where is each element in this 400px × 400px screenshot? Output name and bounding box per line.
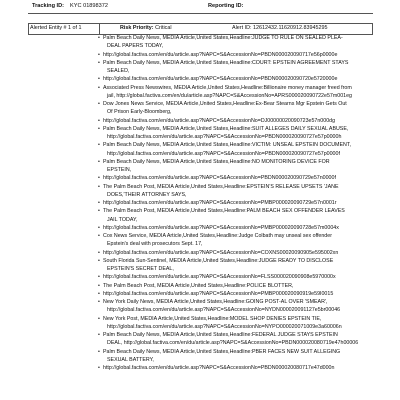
report-header	[0, 3, 400, 13]
bullet-icon: •	[98, 365, 100, 371]
media-article-item	[98, 207, 373, 224]
bullet-icon: •	[98, 117, 100, 124]
article-line-2: http://global.factiva.com/en/du/article.asp?NAPC=S&AccessionNo=PBDN000020090727e57p0000f	[107, 150, 340, 157]
bullet-icon: •	[98, 249, 100, 256]
article-line-1: http://global.factiva.com/en/du/article.asp?NAPC=S&AccessionNo=PMBP000020090919e59I0015	[103, 290, 334, 297]
article-line-1: Palm Beach Daily News, MEDIA Article,United States,Headline:VICTIM: UNSEAL EPSTEIN DOCUMENT,	[103, 142, 351, 149]
bullet-icon: •	[98, 299, 100, 305]
bullet-icon: •	[98, 257, 100, 264]
article-line-1: http://global.factiva.com/en/du/article.asp?NAPC=S&AccessionNo=FLSS000020090908e5970000x	[103, 274, 336, 281]
article-line-1: http://global.factiva.com/en/du/article.asp?NAPC=S&AccessionNo=PMBP000020090728e57m0004x	[103, 224, 339, 231]
article-line-1: Palm Beach Daily News, MEDIA Article,United States,Headline:JUDGE TO RULE ON SEALED PLEA-	[103, 35, 343, 41]
bullet-icon: •	[98, 142, 100, 149]
alerted-entity-count: Alerted Entity # 1 of 1	[30, 25, 82, 31]
article-line-1: http://global.factiva.com/en/du/article.asp?NAPC=S&AccessionNo=PBDN000020090717e56p0000e	[103, 51, 338, 58]
article-line-2: DEAL, http://global.factiva.com/en/du/article.asp?NAPC=S&AccessionNo=PBDN000020080719e47h00006	[107, 340, 359, 347]
reporting-id	[208, 3, 243, 9]
media-article-item	[98, 298, 373, 315]
media-article-item	[98, 59, 373, 76]
header-divider	[28, 13, 373, 14]
article-line-2: http://global.factiva.com/en/du/article.asp?NAPC=S&AccessionNo=NYPO000020071009e3a60006n	[107, 323, 342, 330]
media-article-item	[98, 348, 373, 365]
article-line-1: http://global.factiva.com/en/du/article.asp?NAPC=S&AccessionNo=DJ00000020090723e57n000dg	[103, 117, 336, 124]
bullet-icon: •	[98, 84, 100, 91]
article-line-1: The Palm Beach Post, MEDIA Article,United States,Headline:PALM BEACH SEX OFFENDER LEAVES	[103, 208, 345, 215]
bullet-icon: •	[98, 315, 100, 322]
risk-priority-value: Critical	[155, 25, 172, 31]
bullet-icon: •	[98, 332, 100, 338]
media-article-item	[98, 125, 373, 142]
media-article-item	[98, 141, 373, 158]
article-line-1: http://global.factiva.com/en/du/article.asp?NAPC=S&AccessionNo=PBDN000020090720e5720000e	[103, 76, 338, 83]
media-article-item	[98, 249, 373, 257]
article-line-1: The Palm Beach Post, MEDIA Article,United States,Headline:POLICE BLOTTER,	[103, 282, 294, 289]
article-line-2: JAIL TODAY,	[107, 216, 138, 223]
bullet-icon: •	[98, 224, 100, 231]
article-line-2: Of Prison Early-Bloomberg,	[107, 109, 172, 116]
article-line-2: EPSTEIN,	[107, 167, 132, 173]
article-line-2: Epstein's deal with prosecutors Sept. 17,	[107, 241, 203, 248]
article-line-1: New York Daily News, MEDIA Article,United States,Headline:GOING POST-AL OVER 'SMEAR',	[103, 299, 328, 305]
article-line-1: The Palm Beach Post, MEDIA Article,United States,Headline:EPSTEIN'S RELEASE UPSETS 'JANE	[103, 183, 339, 190]
bullet-icon: •	[98, 290, 100, 297]
article-line-1: Palm Beach Daily News, MEDIA Article,United States,Headline:SUIT ALLEGES DAILY SEXUAL ABUSE,	[103, 125, 349, 132]
risk-priority	[120, 25, 172, 31]
bullet-icon: •	[98, 183, 100, 190]
article-line-1: Associated Press Newswires, MEDIA Article,United States,Headline:Billionaire money manager freed from	[103, 84, 352, 91]
media-article-item	[98, 100, 373, 117]
article-line-1: New York Post, MEDIA Article,United States,Headline:MODEL SHOP DENIES EPSTEIN TIE,	[103, 315, 322, 322]
media-article-item	[98, 331, 373, 348]
media-article-list	[98, 34, 373, 372]
tracking-id-label: Tracking ID:	[32, 3, 65, 9]
media-article-item	[98, 174, 373, 182]
bullet-icon: •	[98, 101, 100, 107]
bullet-icon: •	[98, 348, 100, 355]
bullet-icon: •	[98, 59, 100, 66]
bullet-icon: •	[98, 158, 100, 165]
media-article-item	[98, 117, 373, 125]
media-article-item	[98, 224, 373, 232]
media-article-item	[98, 75, 373, 83]
media-article-item	[98, 84, 373, 101]
alert-summary-row	[0, 25, 400, 34]
article-line-2: jail, http://global.factiva.com/en/du/article.asp?NAPC=S&AccessionNo=APRS000020090722e57m001eg	[107, 92, 352, 99]
article-line-1: Palm Beach Daily News, MEDIA Article,United States,Headline:COURT: EPSTEIN AGREEMENT STAYS	[103, 59, 349, 66]
bullet-icon: •	[98, 76, 100, 83]
article-line-1: http://global.factiva.com/en/du/article.asp?NAPC=S&AccessionNo=COXNS00020090905e595002xn	[103, 249, 339, 256]
article-line-2: http://global.factiva.com/en/du/article.asp?NAPC=S&AccessionNo=NYDN000020091127e5br00046	[107, 307, 341, 314]
media-article-item	[98, 34, 373, 51]
article-line-2: DEAL PAPERS TODAY,	[107, 43, 164, 50]
bullet-icon: •	[98, 51, 100, 58]
media-article-item	[98, 183, 373, 200]
article-line-1: Cox News Service, MEDIA Article,United States,Headline:Judge Colbath may unseal sex offender	[103, 233, 332, 239]
risk-priority-label: Risk Priority:	[120, 25, 154, 31]
media-article-item	[98, 364, 373, 372]
alert-id: Alert ID: 12612432.11620912.83945295	[232, 25, 328, 31]
tracking-id-value: KYC 01898372	[70, 3, 108, 9]
reporting-id-label: Reporting ID:	[208, 3, 244, 9]
media-article-item	[98, 273, 373, 281]
article-line-1: http://global.factiva.com/en/du/article.asp?NAPC=S&AccessionNo=PBDN000020090729e57n0000f	[103, 175, 336, 182]
bullet-icon: •	[98, 35, 100, 41]
article-line-2: SEXUAL BATTERY,	[107, 356, 154, 363]
article-line-1: http://global.factiva.com/en/du/article.asp?NAPC=S&AccessionNo=PBDN000020080717e47d000n	[103, 365, 335, 371]
bullet-icon: •	[98, 208, 100, 215]
bullet-icon: •	[98, 200, 100, 206]
article-line-2: SEALED,	[107, 68, 130, 74]
article-line-2: EPSTEIN'S SECRET DEAL,	[107, 266, 174, 272]
article-line-2: http://global.factiva.com/en/du/article.asp?NAPC=S&AccessionNo=PBDN000020090727e57p0000h	[107, 134, 342, 140]
tracking-id	[32, 3, 108, 9]
article-line-1: Palm Beach Daily News, MEDIA Article,United States,Headline:PBER FACES NEW SUIT ALLEGING	[103, 348, 341, 355]
article-line-2: DOES,'THEIR ATTORNEY SAYS,	[107, 191, 187, 198]
media-article-item	[98, 257, 373, 274]
media-article-item	[98, 290, 373, 298]
article-line-1: Palm Beach Daily News, MEDIA Article,United States,Headline:NO MONITORING DEVICE FOR	[103, 158, 330, 165]
bullet-icon: •	[98, 282, 100, 289]
bullet-icon: •	[98, 274, 100, 281]
bullet-icon: •	[98, 125, 100, 132]
bullet-icon: •	[98, 233, 100, 239]
table-top-border	[28, 23, 373, 24]
media-article-item	[98, 51, 373, 59]
bullet-icon: •	[98, 175, 100, 182]
article-line-1: South Florida Sun-Sentinel, MEDIA Article,United States,Headline:JUDGE READY TO DISCLOSE	[103, 257, 334, 264]
media-article-item	[98, 232, 373, 249]
article-line-1: Palm Beach Daily News, MEDIA Article,United States,Headline:FEDERAL JUDGE STAYS EPSTEIN	[103, 332, 338, 338]
media-article-item	[98, 158, 373, 175]
media-article-item	[98, 315, 373, 332]
article-line-1: http://global.factiva.com/en/du/article.asp?NAPC=S&AccessionNo=PMBP000020090729e57n0001r	[103, 200, 337, 206]
media-article-item	[98, 282, 373, 290]
media-article-item	[98, 199, 373, 207]
article-line-1: Dow Jones News Service, MEDIA Article,United States,Headline:Ex-Bear Stearns Mgr Epstein Gets Out	[103, 101, 347, 107]
